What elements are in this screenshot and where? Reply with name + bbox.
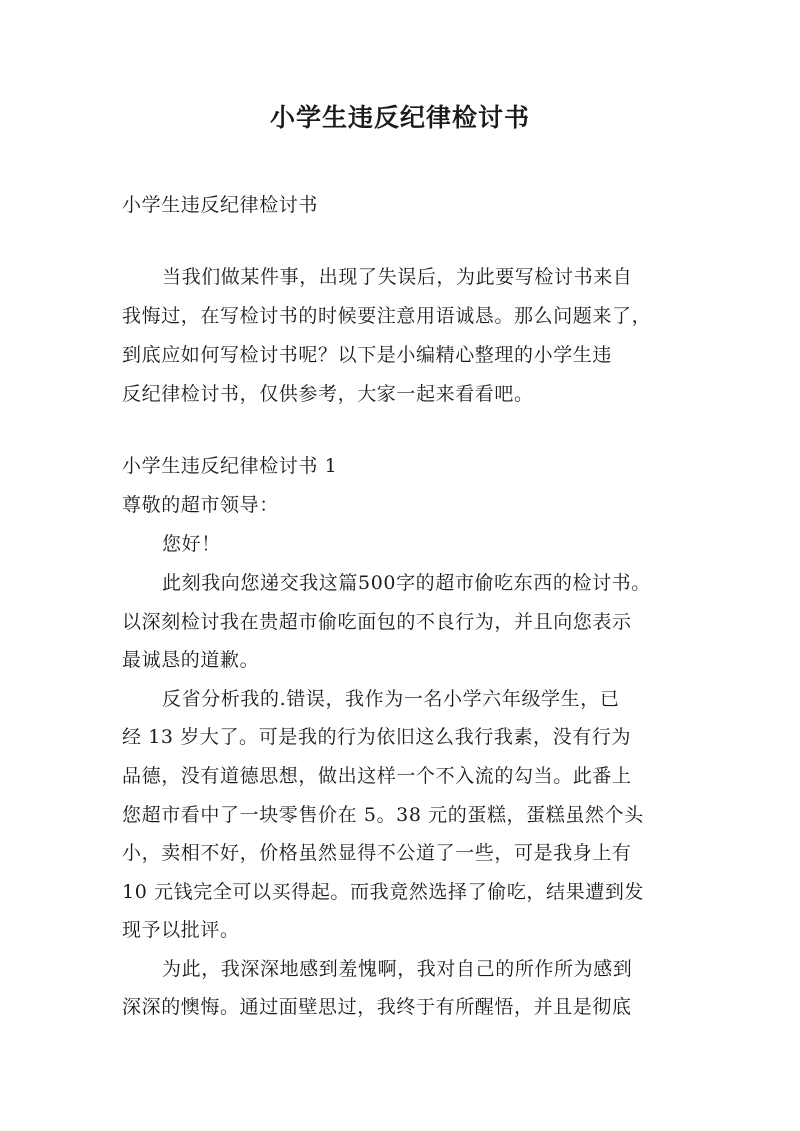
greeting: 您好！ [162, 533, 221, 555]
intro-line: 到底应如何写检讨书呢？以下是小编精心整理的小学生违 [122, 344, 613, 366]
paragraph-line: 现予以批评。 [122, 919, 240, 941]
intro-line: 我悔过，在写检讨书的时候要注意用语诚恳。那么问题来了， [122, 305, 652, 327]
paragraph-line: 深深的懊悔。通过面壁思过，我终于有所醒悟，并且是彻底 [122, 996, 632, 1018]
document-subtitle: 小学生违反纪律检讨书 [122, 194, 319, 216]
paragraph-line: 品德，没有道德思想，做出这样一个不入流的勾当。此番上 [122, 765, 632, 787]
paragraph-line: 以深刻检讨我在贵超市偷吃面包的不良行为，并且向您表示 [122, 611, 632, 633]
paragraph-line: 此刻我向您递交我这篇500字的超市偷吃东西的检讨书。 [162, 572, 651, 594]
paragraph-line: 10 元钱完全可以买得起。而我竟然选择了偷吃，结果遭到发 [122, 881, 645, 903]
salutation: 尊敬的超市领导： [122, 494, 279, 516]
paragraph-line: 最诚恳的道歉。 [122, 649, 260, 671]
paragraph-line: 您超市看中了一块零售价在 5。38 元的蛋糕，蛋糕虽然个头 [122, 804, 644, 826]
intro-line: 当我们做某件事，出现了失误后，为此要写检讨书来自 [162, 266, 633, 288]
paragraph-line: 反省分析我的.错误，我作为一名小学六年级学生，已 [162, 688, 620, 710]
paragraph-line: 小，卖相不好，价格虽然显得不公道了一些，可是我身上有 [122, 842, 632, 864]
document-title: 小学生违反纪律检讨书 [269, 103, 530, 132]
paragraph-line: 经 13 岁大了。可是我的行为依旧这么我行我素，没有行为 [122, 726, 632, 748]
paragraph-line: 为此，我深深地感到羞愧啊，我对自己的所作所为感到 [162, 958, 633, 980]
intro-line: 反纪律检讨书，仅供参考，大家一起来看看吧。 [122, 383, 534, 405]
section-heading: 小学生违反纪律检讨书 1 [122, 455, 338, 477]
